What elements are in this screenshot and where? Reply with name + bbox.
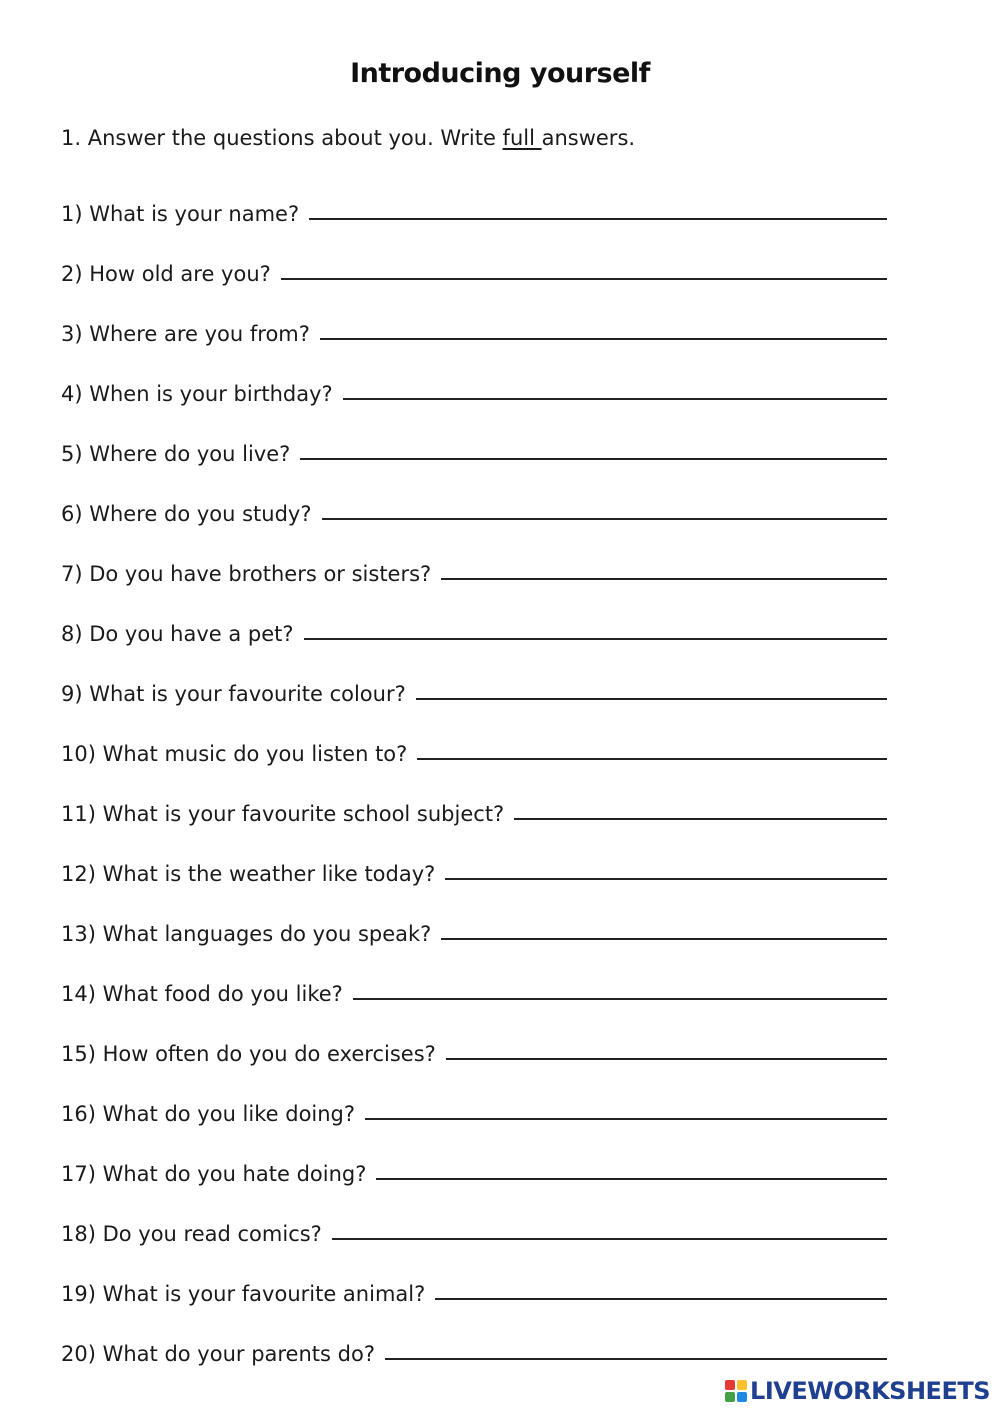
question-text: 9) What is your favourite colour? — [61, 682, 406, 706]
question-row — [61, 834, 891, 894]
answer-line[interactable] — [322, 518, 888, 520]
question-row — [61, 474, 891, 534]
answer-line[interactable] — [365, 1118, 887, 1120]
liveworksheets-logo-icon — [725, 1380, 747, 1402]
answer-line[interactable] — [353, 998, 887, 1000]
question-text: 20) What do your parents do? — [61, 1342, 375, 1366]
liveworksheets-brand — [725, 1377, 990, 1405]
answer-line[interactable] — [441, 578, 887, 580]
answer-line[interactable] — [441, 938, 887, 940]
question-row — [61, 714, 891, 774]
brand-name: LIVEWORKSHEETS — [750, 1377, 990, 1405]
question-text: 17) What do you hate doing? — [61, 1162, 367, 1186]
question-text: 5) Where do you live? — [61, 442, 291, 466]
logo-square-blue — [737, 1392, 747, 1402]
question-row — [61, 1254, 891, 1314]
question-row — [61, 354, 891, 414]
question-row — [61, 894, 891, 954]
question-row — [61, 294, 891, 354]
question-text: 14) What food do you like? — [61, 982, 343, 1006]
question-text: 10) What music do you listen to? — [61, 742, 408, 766]
question-row — [61, 534, 891, 594]
question-row — [61, 774, 891, 834]
question-row — [61, 1134, 891, 1194]
question-text: 18) Do you read comics? — [61, 1222, 322, 1246]
question-text: 2) How old are you? — [61, 262, 271, 286]
question-text: 19) What is your favourite animal? — [61, 1282, 426, 1306]
question-text: 16) What do you like doing? — [61, 1102, 356, 1126]
question-text: 15) How often do you do exercises? — [61, 1042, 436, 1066]
question-row — [61, 954, 891, 1014]
question-row — [61, 414, 891, 474]
logo-square-green — [725, 1392, 735, 1402]
question-row — [61, 594, 891, 654]
answer-line[interactable] — [385, 1358, 887, 1360]
question-row — [61, 1074, 891, 1134]
answer-line[interactable] — [304, 638, 887, 640]
logo-square-red — [725, 1380, 735, 1390]
answer-line[interactable] — [445, 878, 887, 880]
question-row — [61, 1194, 891, 1254]
answer-line[interactable] — [332, 1238, 887, 1240]
question-row — [61, 1014, 891, 1074]
answer-line[interactable] — [435, 1298, 887, 1300]
question-text: 3) Where are you from? — [61, 322, 310, 346]
answer-line[interactable] — [417, 758, 887, 760]
question-text: 6) Where do you study? — [61, 502, 312, 526]
answer-line[interactable] — [343, 398, 887, 400]
page-title: Introducing yourself — [350, 58, 650, 89]
question-text: 13) What languages do you speak? — [61, 922, 432, 946]
instruction-part-1: 1. Answer the questions about you. Write — [61, 126, 503, 150]
answer-line[interactable] — [309, 218, 887, 220]
instruction-underlined-word: full — [502, 126, 542, 150]
answer-line[interactable] — [320, 338, 887, 340]
question-text: 11) What is your favourite school subject? — [61, 802, 505, 826]
answer-line[interactable] — [446, 1058, 887, 1060]
answer-line[interactable] — [376, 1178, 887, 1180]
answer-line[interactable] — [514, 818, 887, 820]
question-text: 1) What is your name? — [61, 202, 300, 226]
question-text: 4) When is your birthday? — [61, 382, 333, 406]
question-row — [61, 174, 891, 234]
question-list — [61, 174, 891, 1374]
answer-line[interactable] — [300, 458, 887, 460]
question-row — [61, 654, 891, 714]
question-text: 12) What is the weather like today? — [61, 862, 436, 886]
question-text: 8) Do you have a pet? — [61, 622, 294, 646]
question-text: 7) Do you have brothers or sisters? — [61, 562, 432, 586]
instruction-text — [61, 126, 635, 150]
answer-line[interactable] — [416, 698, 887, 700]
question-row — [61, 234, 891, 294]
instruction-part-2: answers. — [541, 126, 636, 150]
question-row — [61, 1314, 891, 1374]
logo-square-yellow — [737, 1380, 747, 1390]
answer-line[interactable] — [281, 278, 887, 280]
